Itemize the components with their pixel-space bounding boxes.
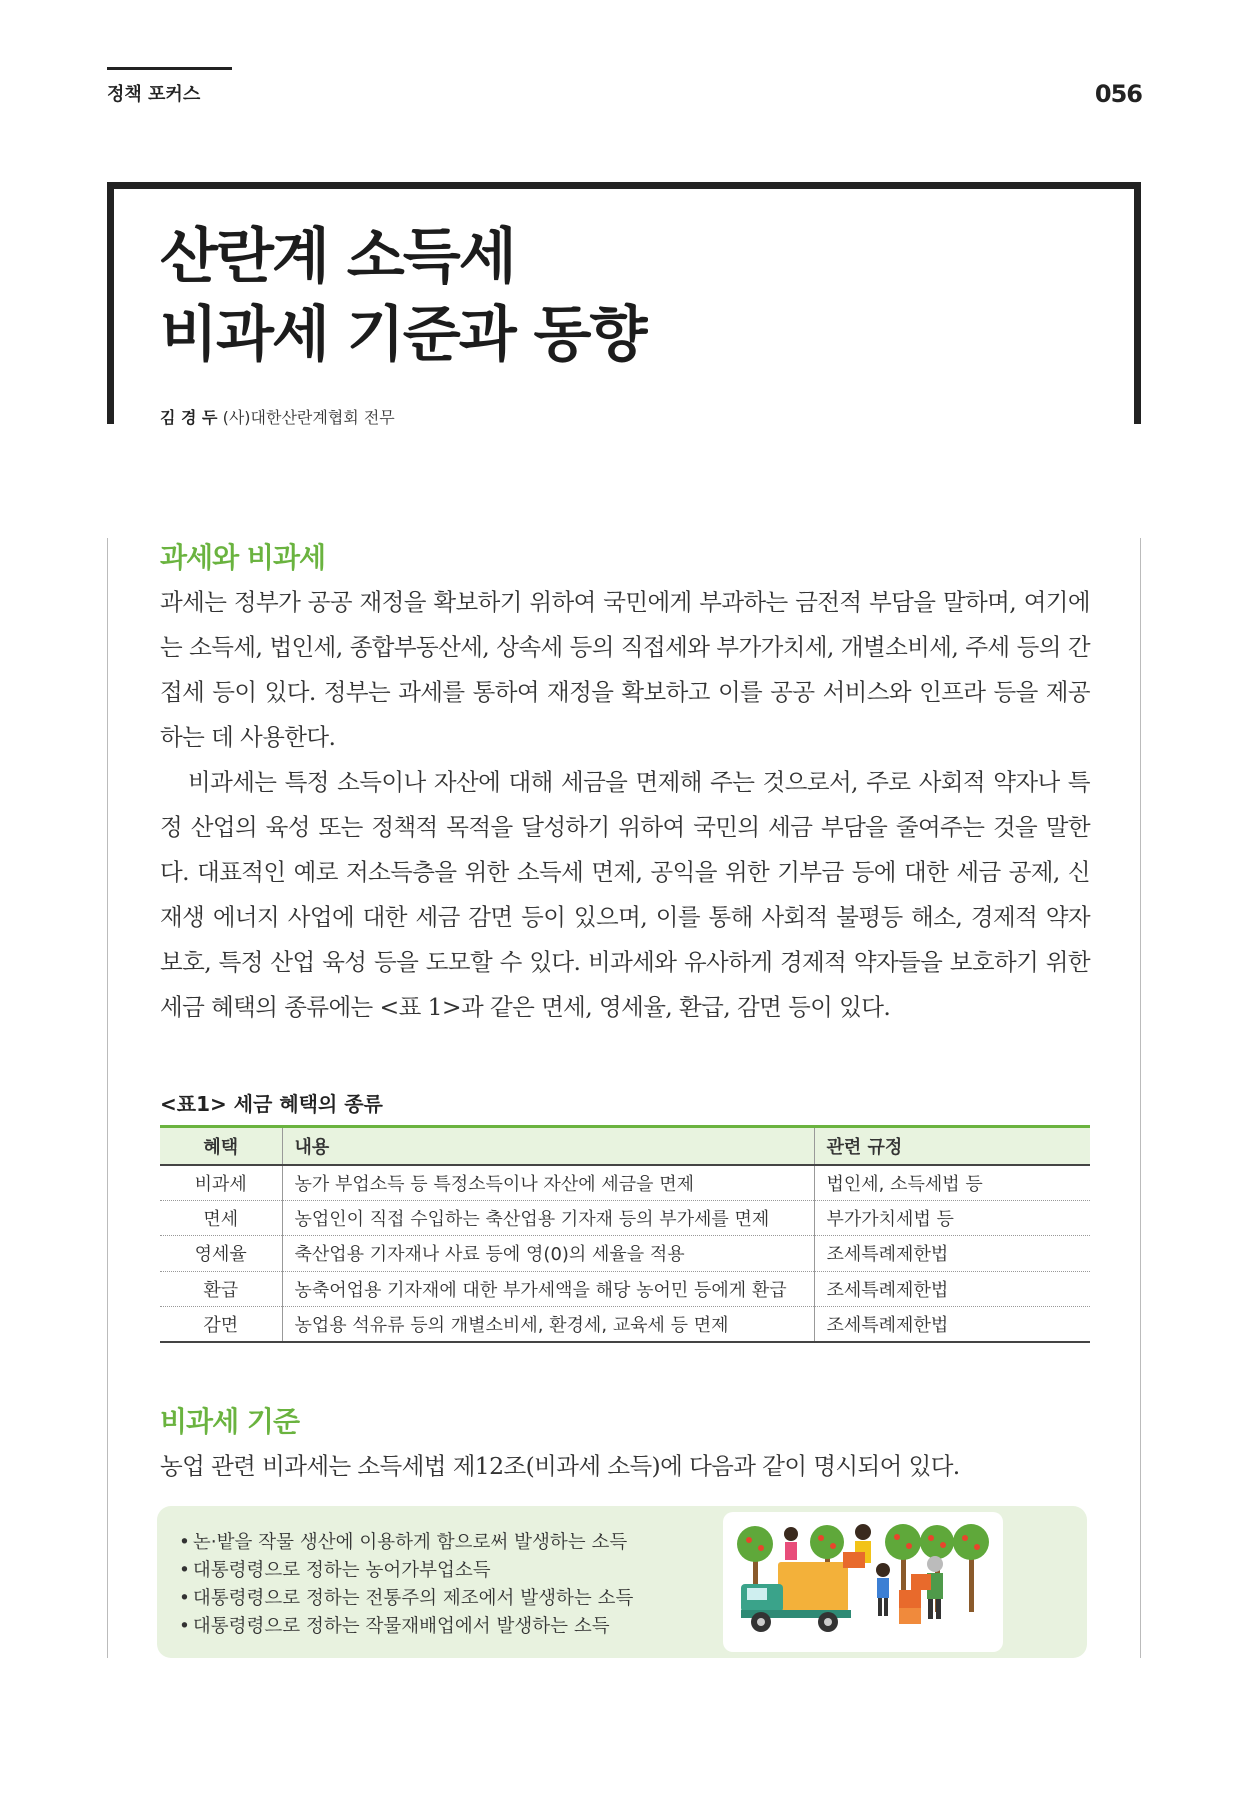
tree-icon <box>953 1524 989 1612</box>
section-heading: 과세와 비과세 <box>160 541 326 574</box>
title-line-1: 산란계 소득세 <box>160 222 515 292</box>
column-header: 혜택 <box>160 1127 282 1165</box>
paragraph: 비과세는 특정 소득이나 자산에 대해 세금을 면제해 주는 것으로서, 주로 사회적 약자나 특정 산업의 육성 또는 정책적 목적을 달성하기 위하여 국민의 세금 부담을 줄여주는 것을 말한다. 대표적인 예로 저소득층을 위한 소득세 면제, 공익을 위한 기부금 등에 대한 세금 공제, 신재생 에너지 사업에 대한 세금 감면 등이 있으며, 이를 통해 사회적 불평등 해소, 경제적 약자 보호, 특정 산업 육성 등을 도모할 수 있다. 비과세와 유사하게 경제적 약자들을 보호하기 위한 세금 혜택의 종류에는 <표 1>과 같은 면세, 영세율, 환급, 감면 등이 있다. <box>160 768 1090 1021</box>
table-row <box>160 1236 1090 1272</box>
farm-harvest-illustration <box>723 1512 1003 1652</box>
section-body <box>160 1444 1090 1489</box>
table-block <box>160 1088 1090 1343</box>
column-header: 내용 <box>282 1127 814 1165</box>
table-cell: 부가가치세법 등 <box>814 1200 1090 1236</box>
author-name: 김 경 두 <box>160 408 218 427</box>
page-number: 056 <box>1094 80 1142 108</box>
byline <box>160 405 395 428</box>
table-cell: 법인세, 소득세법 등 <box>814 1165 1090 1201</box>
nontax-income-box <box>157 1506 1087 1658</box>
table-caption: <표1> 세금 혜택의 종류 <box>160 1092 383 1116</box>
table-cell: 농가 부업소득 등 특정소득이나 자산에 세금을 면제 <box>282 1165 814 1201</box>
section-label: 정책 포커스 <box>107 84 201 105</box>
list-item: • 대통령령으로 정하는 작물재배업에서 발생하는 소득 <box>179 1613 633 1641</box>
article-title <box>160 218 645 374</box>
section-heading: 비과세 기준 <box>160 1405 299 1438</box>
table-cell: 비과세 <box>160 1165 282 1201</box>
section-body <box>160 580 1090 1030</box>
section-tax <box>160 536 1090 1030</box>
table-cell: 환급 <box>160 1271 282 1307</box>
header-rule <box>107 67 232 70</box>
paragraph: 과세는 정부가 공공 재정을 확보하기 위하여 국민에게 부과하는 금전적 부담을 말하며, 여기에는 소득세, 법인세, 종합부동산세, 상속세 등의 직접세와 부가가치세, 개별소비세, 주세 등의 간접세 등이 있다. 정부는 과세를 통하여 재정을 확보하고 이를 공공 서비스와 인프라 등을 제공하는 데 사용한다. <box>160 588 1090 751</box>
table-row <box>160 1165 1090 1201</box>
table-cell: 축산업용 기자재나 사료 등에 영(0)의 세율을 적용 <box>282 1236 814 1272</box>
table-cell: 농축어업용 기자재에 대한 부가세액을 해당 농어민 등에게 환급 <box>282 1271 814 1307</box>
column-rule-left <box>107 538 108 1658</box>
table-cell: 조세특례제한법 <box>814 1236 1090 1272</box>
table-cell: 조세특례제한법 <box>814 1307 1090 1343</box>
table-row <box>160 1200 1090 1236</box>
table-row <box>160 1307 1090 1343</box>
list-item: • 대통령령으로 정하는 전통주의 제조에서 발생하는 소득 <box>179 1585 633 1613</box>
list-item: • 논·밭을 작물 생산에 이용하게 함으로써 발생하는 소득 <box>179 1529 633 1557</box>
farmer-icon <box>843 1524 871 1568</box>
farmer-icon <box>784 1527 798 1560</box>
list-item: • 대통령령으로 정하는 농어가부업소득 <box>179 1557 633 1585</box>
column-header: 관련 규정 <box>814 1127 1090 1165</box>
farm-illustration-svg <box>723 1512 1003 1652</box>
author-affiliation: (사)대한산란계협회 전무 <box>222 408 395 427</box>
paragraph: 농업 관련 비과세는 소득세법 제12조(비과세 소득)에 다음과 같이 명시되어 있다. <box>160 1452 960 1480</box>
table-cell: 면세 <box>160 1200 282 1236</box>
table-cell: 조세특례제한법 <box>814 1271 1090 1307</box>
child-icon <box>876 1563 890 1616</box>
table-cell: 영세율 <box>160 1236 282 1272</box>
bullet-list <box>179 1529 633 1641</box>
table-cell: 농업용 석유류 등의 개별소비세, 환경세, 교육세 등 면제 <box>282 1307 814 1343</box>
title-line-2: 비과세 기준과 동향 <box>160 300 646 370</box>
section-nontax-criteria <box>160 1400 1090 1489</box>
tax-benefit-table <box>160 1125 1090 1343</box>
table-header-row <box>160 1127 1090 1165</box>
table-cell: 감면 <box>160 1307 282 1343</box>
column-rule-right <box>1140 538 1141 1658</box>
table-cell: 농업인이 직접 수입하는 축산업용 기자재 등의 부가세를 면제 <box>282 1200 814 1236</box>
table-row <box>160 1271 1090 1307</box>
